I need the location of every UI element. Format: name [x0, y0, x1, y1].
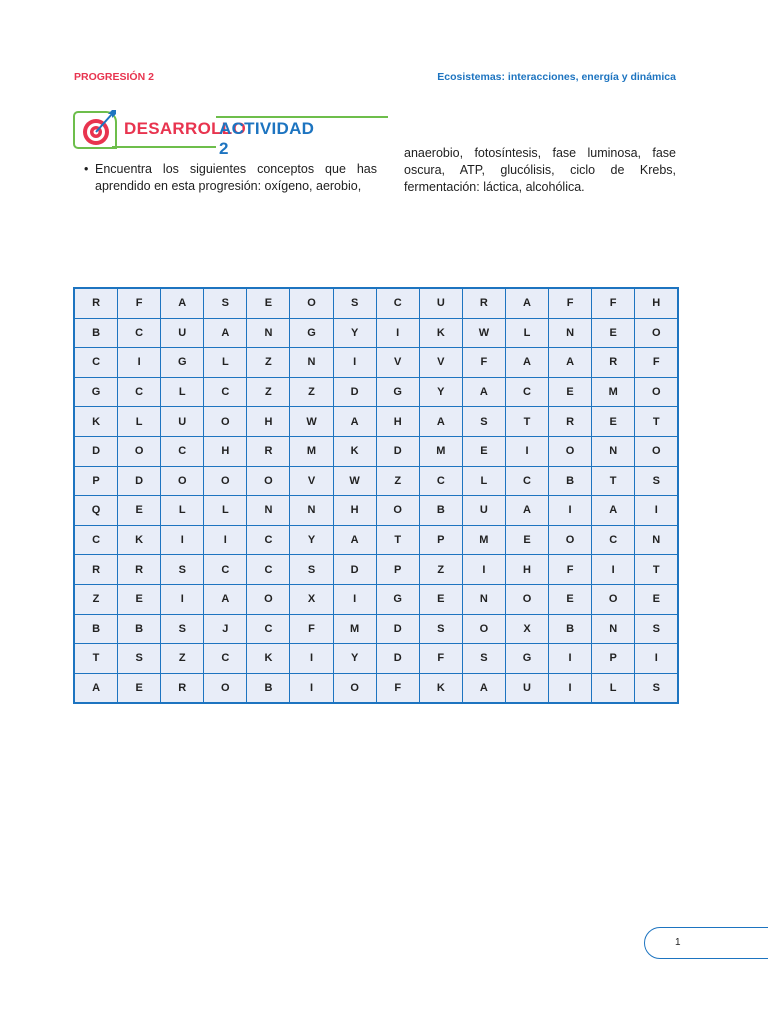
grid-cell[interactable]: X	[290, 584, 333, 614]
grid-cell[interactable]: H	[333, 496, 376, 526]
grid-cell[interactable]: G	[376, 584, 419, 614]
grid-cell[interactable]: F	[290, 614, 333, 644]
grid-cell[interactable]: F	[118, 288, 161, 318]
grid-cell[interactable]: O	[204, 407, 247, 437]
grid-cell[interactable]: H	[247, 407, 290, 437]
grid-cell[interactable]: I	[505, 436, 548, 466]
grid-cell[interactable]: F	[462, 348, 505, 378]
grid-cell[interactable]: F	[376, 673, 419, 703]
grid-cell[interactable]: P	[592, 644, 635, 674]
grid-cell[interactable]: H	[204, 436, 247, 466]
grid-cell[interactable]: B	[74, 614, 118, 644]
grid-cell[interactable]: P	[376, 555, 419, 585]
grid-cell[interactable]: A	[333, 407, 376, 437]
topic-label: Ecosistemas: interacciones, energía y dinámica	[437, 71, 676, 83]
grid-cell[interactable]: M	[592, 377, 635, 407]
grid-row	[74, 436, 678, 466]
grid-cell[interactable]: S	[635, 466, 679, 496]
grid-cell[interactable]: T	[635, 407, 679, 437]
grid-cell[interactable]: N	[247, 496, 290, 526]
page-number-tab	[644, 927, 768, 959]
grid-cell[interactable]: Y	[290, 525, 333, 555]
grid-cell[interactable]: O	[118, 436, 161, 466]
grid-cell[interactable]: Y	[419, 377, 462, 407]
grid-cell[interactable]: G	[376, 377, 419, 407]
grid-cell[interactable]: O	[635, 436, 679, 466]
grid-cell[interactable]: C	[161, 436, 204, 466]
grid-cell[interactable]: I	[635, 496, 679, 526]
grid-cell[interactable]: P	[74, 466, 118, 496]
grid-cell[interactable]: A	[419, 407, 462, 437]
grid-cell[interactable]: C	[74, 348, 118, 378]
grid-cell[interactable]: I	[549, 673, 592, 703]
grid-cell[interactable]: Y	[333, 318, 376, 348]
title-overline	[216, 116, 388, 118]
grid-cell[interactable]: G	[74, 377, 118, 407]
grid-cell[interactable]: C	[419, 466, 462, 496]
grid-cell[interactable]: O	[549, 525, 592, 555]
grid-cell[interactable]: O	[333, 673, 376, 703]
grid-cell[interactable]: C	[505, 377, 548, 407]
grid-cell[interactable]: O	[376, 496, 419, 526]
grid-cell[interactable]: O	[161, 466, 204, 496]
grid-cell[interactable]: Y	[333, 644, 376, 674]
grid-cell[interactable]: I	[161, 584, 204, 614]
grid-cell[interactable]: E	[247, 288, 290, 318]
grid-cell[interactable]: O	[635, 318, 679, 348]
grid-cell[interactable]: A	[505, 288, 548, 318]
grid-cell[interactable]: Z	[161, 644, 204, 674]
grid-cell[interactable]: P	[419, 525, 462, 555]
grid-cell[interactable]: D	[376, 436, 419, 466]
grid-cell[interactable]: K	[419, 673, 462, 703]
grid-cell[interactable]: W	[462, 318, 505, 348]
grid-cell[interactable]: F	[549, 288, 592, 318]
bullet: •	[84, 162, 89, 176]
grid-cell[interactable]: M	[462, 525, 505, 555]
grid-cell[interactable]: L	[161, 377, 204, 407]
grid-cell[interactable]: A	[462, 377, 505, 407]
grid-cell[interactable]: N	[549, 318, 592, 348]
grid-cell[interactable]: I	[118, 348, 161, 378]
grid-cell[interactable]: T	[505, 407, 548, 437]
grid-cell[interactable]: I	[549, 496, 592, 526]
grid-cell[interactable]: G	[505, 644, 548, 674]
grid-cell[interactable]: I	[462, 555, 505, 585]
grid-cell[interactable]: E	[118, 673, 161, 703]
grid-cell[interactable]: J	[204, 614, 247, 644]
grid-cell[interactable]: N	[290, 496, 333, 526]
grid-row	[74, 288, 678, 318]
grid-cell[interactable]: S	[161, 555, 204, 585]
grid-cell[interactable]: B	[74, 318, 118, 348]
grid-cell[interactable]: C	[204, 644, 247, 674]
grid-row	[74, 555, 678, 585]
grid-cell[interactable]: O	[635, 377, 679, 407]
grid-cell[interactable]: U	[505, 673, 548, 703]
grid-cell[interactable]: S	[635, 614, 679, 644]
grid-cell[interactable]: O	[462, 614, 505, 644]
grid-cell[interactable]: F	[549, 555, 592, 585]
grid-cell[interactable]: A	[505, 348, 548, 378]
grid-cell[interactable]: I	[333, 348, 376, 378]
grid-cell[interactable]: A	[161, 288, 204, 318]
grid-cell[interactable]: E	[462, 436, 505, 466]
grid-cell[interactable]: N	[462, 584, 505, 614]
grid-cell[interactable]: K	[118, 525, 161, 555]
grid-row	[74, 673, 678, 703]
grid-cell[interactable]: O	[592, 584, 635, 614]
grid-row	[74, 348, 678, 378]
grid-cell[interactable]: T	[74, 644, 118, 674]
grid-cell[interactable]: C	[204, 377, 247, 407]
grid-cell[interactable]: E	[549, 584, 592, 614]
grid-cell[interactable]: C	[118, 377, 161, 407]
grid-cell[interactable]: N	[290, 348, 333, 378]
grid-cell[interactable]: D	[333, 555, 376, 585]
grid-cell[interactable]: A	[204, 318, 247, 348]
title-underline	[112, 146, 216, 148]
grid-cell[interactable]: K	[247, 644, 290, 674]
grid-cell[interactable]: T	[376, 525, 419, 555]
activity-number: ACTIVIDAD 2	[219, 119, 315, 158]
grid-cell[interactable]: U	[462, 496, 505, 526]
grid-cell[interactable]: I	[549, 644, 592, 674]
grid-cell[interactable]: R	[118, 555, 161, 585]
grid-cell[interactable]: C	[74, 525, 118, 555]
progression-label: PROGRESIÓN 2	[74, 71, 154, 83]
grid-cell[interactable]: S	[333, 288, 376, 318]
grid-cell[interactable]: C	[204, 555, 247, 585]
grid-cell[interactable]: O	[290, 288, 333, 318]
grid-cell[interactable]: O	[247, 466, 290, 496]
grid-cell[interactable]: C	[247, 555, 290, 585]
grid-cell[interactable]: D	[333, 377, 376, 407]
grid-cell[interactable]: F	[635, 348, 679, 378]
grid-cell[interactable]: K	[419, 318, 462, 348]
grid-cell[interactable]: E	[549, 377, 592, 407]
grid-cell[interactable]: L	[161, 496, 204, 526]
grid-cell[interactable]: D	[376, 644, 419, 674]
grid-cell[interactable]: A	[505, 496, 548, 526]
grid-cell[interactable]: E	[419, 584, 462, 614]
grid-cell[interactable]: B	[419, 496, 462, 526]
grid-cell[interactable]: E	[635, 584, 679, 614]
grid-row	[74, 466, 678, 496]
grid-cell[interactable]: G	[161, 348, 204, 378]
grid-cell[interactable]: N	[592, 436, 635, 466]
page-number: 1	[675, 937, 681, 948]
grid-cell[interactable]: A	[204, 584, 247, 614]
grid-cell[interactable]: C	[247, 614, 290, 644]
grid-cell[interactable]: R	[592, 348, 635, 378]
grid-cell[interactable]: C	[376, 288, 419, 318]
instructions-text-1: Encuentra los siguientes conceptos que has aprendido en esta progresión: oxígeno, aerobio,	[95, 162, 377, 193]
grid-cell[interactable]: I	[290, 673, 333, 703]
grid-cell[interactable]: L	[505, 318, 548, 348]
grid-cell[interactable]: U	[161, 407, 204, 437]
grid-cell[interactable]: H	[376, 407, 419, 437]
grid-row	[74, 496, 678, 526]
grid-cell[interactable]: R	[247, 436, 290, 466]
grid-cell[interactable]: I	[290, 644, 333, 674]
grid-cell[interactable]: S	[161, 614, 204, 644]
grid-cell[interactable]: Z	[74, 584, 118, 614]
grid-cell[interactable]: S	[462, 644, 505, 674]
grid-cell[interactable]: A	[462, 673, 505, 703]
grid-cell[interactable]: L	[204, 348, 247, 378]
grid-cell[interactable]: Z	[376, 466, 419, 496]
grid-cell[interactable]: I	[592, 555, 635, 585]
grid-cell[interactable]: A	[333, 525, 376, 555]
grid-cell[interactable]: O	[549, 436, 592, 466]
grid-cell[interactable]: G	[290, 318, 333, 348]
grid-cell[interactable]: T	[592, 466, 635, 496]
grid-cell[interactable]: E	[118, 496, 161, 526]
grid-cell[interactable]: M	[419, 436, 462, 466]
grid-cell[interactable]: T	[635, 555, 679, 585]
grid-cell[interactable]: M	[333, 614, 376, 644]
grid-cell[interactable]: O	[247, 584, 290, 614]
grid-cell[interactable]: Z	[290, 377, 333, 407]
grid-cell[interactable]: C	[247, 525, 290, 555]
grid-cell[interactable]: S	[204, 288, 247, 318]
grid-row	[74, 644, 678, 674]
grid-cell[interactable]: C	[592, 525, 635, 555]
grid-cell[interactable]: F	[592, 288, 635, 318]
grid-cell[interactable]: E	[118, 584, 161, 614]
grid-cell[interactable]: Z	[247, 377, 290, 407]
grid-cell[interactable]: V	[290, 466, 333, 496]
section-title: DESARROLLO	[124, 119, 246, 138]
grid-cell[interactable]: E	[592, 407, 635, 437]
grid-cell[interactable]: R	[161, 673, 204, 703]
grid-cell[interactable]: S	[462, 407, 505, 437]
activity-title	[72, 108, 322, 158]
grid-cell[interactable]: F	[419, 644, 462, 674]
grid-cell[interactable]: R	[462, 288, 505, 318]
grid-cell[interactable]: D	[376, 614, 419, 644]
grid-row	[74, 525, 678, 555]
grid-cell[interactable]: E	[505, 525, 548, 555]
grid-cell[interactable]: C	[118, 318, 161, 348]
grid-cell[interactable]: N	[247, 318, 290, 348]
grid-cell[interactable]: S	[419, 614, 462, 644]
instructions-text-2: anaerobio, fotosíntesis, fase luminosa, fase oscura, ATP, glucólisis, ciclo de Krebs, fermentación: láctica, alcohólica.	[404, 146, 676, 194]
grid-cell[interactable]: B	[549, 614, 592, 644]
grid-row	[74, 584, 678, 614]
grid-cell[interactable]: I	[376, 318, 419, 348]
grid-row	[74, 614, 678, 644]
grid-cell[interactable]: O	[204, 466, 247, 496]
word-search-grid	[73, 287, 679, 704]
grid-cell[interactable]: I	[204, 525, 247, 555]
grid-row	[74, 377, 678, 407]
grid-row	[74, 318, 678, 348]
grid-cell[interactable]: X	[505, 614, 548, 644]
grid-cell[interactable]: V	[376, 348, 419, 378]
grid-cell[interactable]: D	[74, 436, 118, 466]
grid-cell[interactable]: S	[118, 644, 161, 674]
grid-cell[interactable]: V	[419, 348, 462, 378]
grid-cell[interactable]: I	[333, 584, 376, 614]
grid-cell[interactable]: I	[161, 525, 204, 555]
grid-cell[interactable]: B	[118, 614, 161, 644]
grid-cell[interactable]: D	[118, 466, 161, 496]
grid-cell[interactable]: Q	[74, 496, 118, 526]
grid-cell[interactable]: O	[505, 584, 548, 614]
grid-cell[interactable]: R	[74, 555, 118, 585]
grid-cell[interactable]: O	[204, 673, 247, 703]
grid-cell[interactable]: Z	[247, 348, 290, 378]
grid-cell[interactable]: B	[549, 466, 592, 496]
grid-cell[interactable]: I	[635, 644, 679, 674]
grid-cell[interactable]: S	[290, 555, 333, 585]
grid-cell[interactable]: U	[161, 318, 204, 348]
grid-cell[interactable]: N	[592, 614, 635, 644]
grid-row	[74, 407, 678, 437]
grid-cell[interactable]: U	[419, 288, 462, 318]
grid-cell[interactable]: W	[333, 466, 376, 496]
grid-cell[interactable]: K	[74, 407, 118, 437]
grid-cell[interactable]: L	[462, 466, 505, 496]
grid-cell[interactable]: R	[549, 407, 592, 437]
grid-cell[interactable]: A	[74, 673, 118, 703]
grid-cell[interactable]: S	[635, 673, 679, 703]
grid-cell[interactable]: Z	[419, 555, 462, 585]
grid-cell[interactable]: H	[635, 288, 679, 318]
grid-cell[interactable]: L	[118, 407, 161, 437]
grid-cell[interactable]: L	[204, 496, 247, 526]
grid-cell[interactable]: K	[333, 436, 376, 466]
grid-cell[interactable]: A	[592, 496, 635, 526]
grid-cell[interactable]: L	[592, 673, 635, 703]
grid-cell[interactable]: A	[549, 348, 592, 378]
grid-cell[interactable]: M	[290, 436, 333, 466]
grid-cell[interactable]: C	[505, 466, 548, 496]
instructions-right	[404, 145, 676, 196]
instructions-left	[84, 161, 377, 195]
target-icon	[72, 108, 118, 150]
grid-cell[interactable]: H	[505, 555, 548, 585]
grid-cell[interactable]: W	[290, 407, 333, 437]
grid-cell[interactable]: N	[635, 525, 679, 555]
grid-cell[interactable]: R	[74, 288, 118, 318]
grid-cell[interactable]: E	[592, 318, 635, 348]
grid-cell[interactable]: B	[247, 673, 290, 703]
